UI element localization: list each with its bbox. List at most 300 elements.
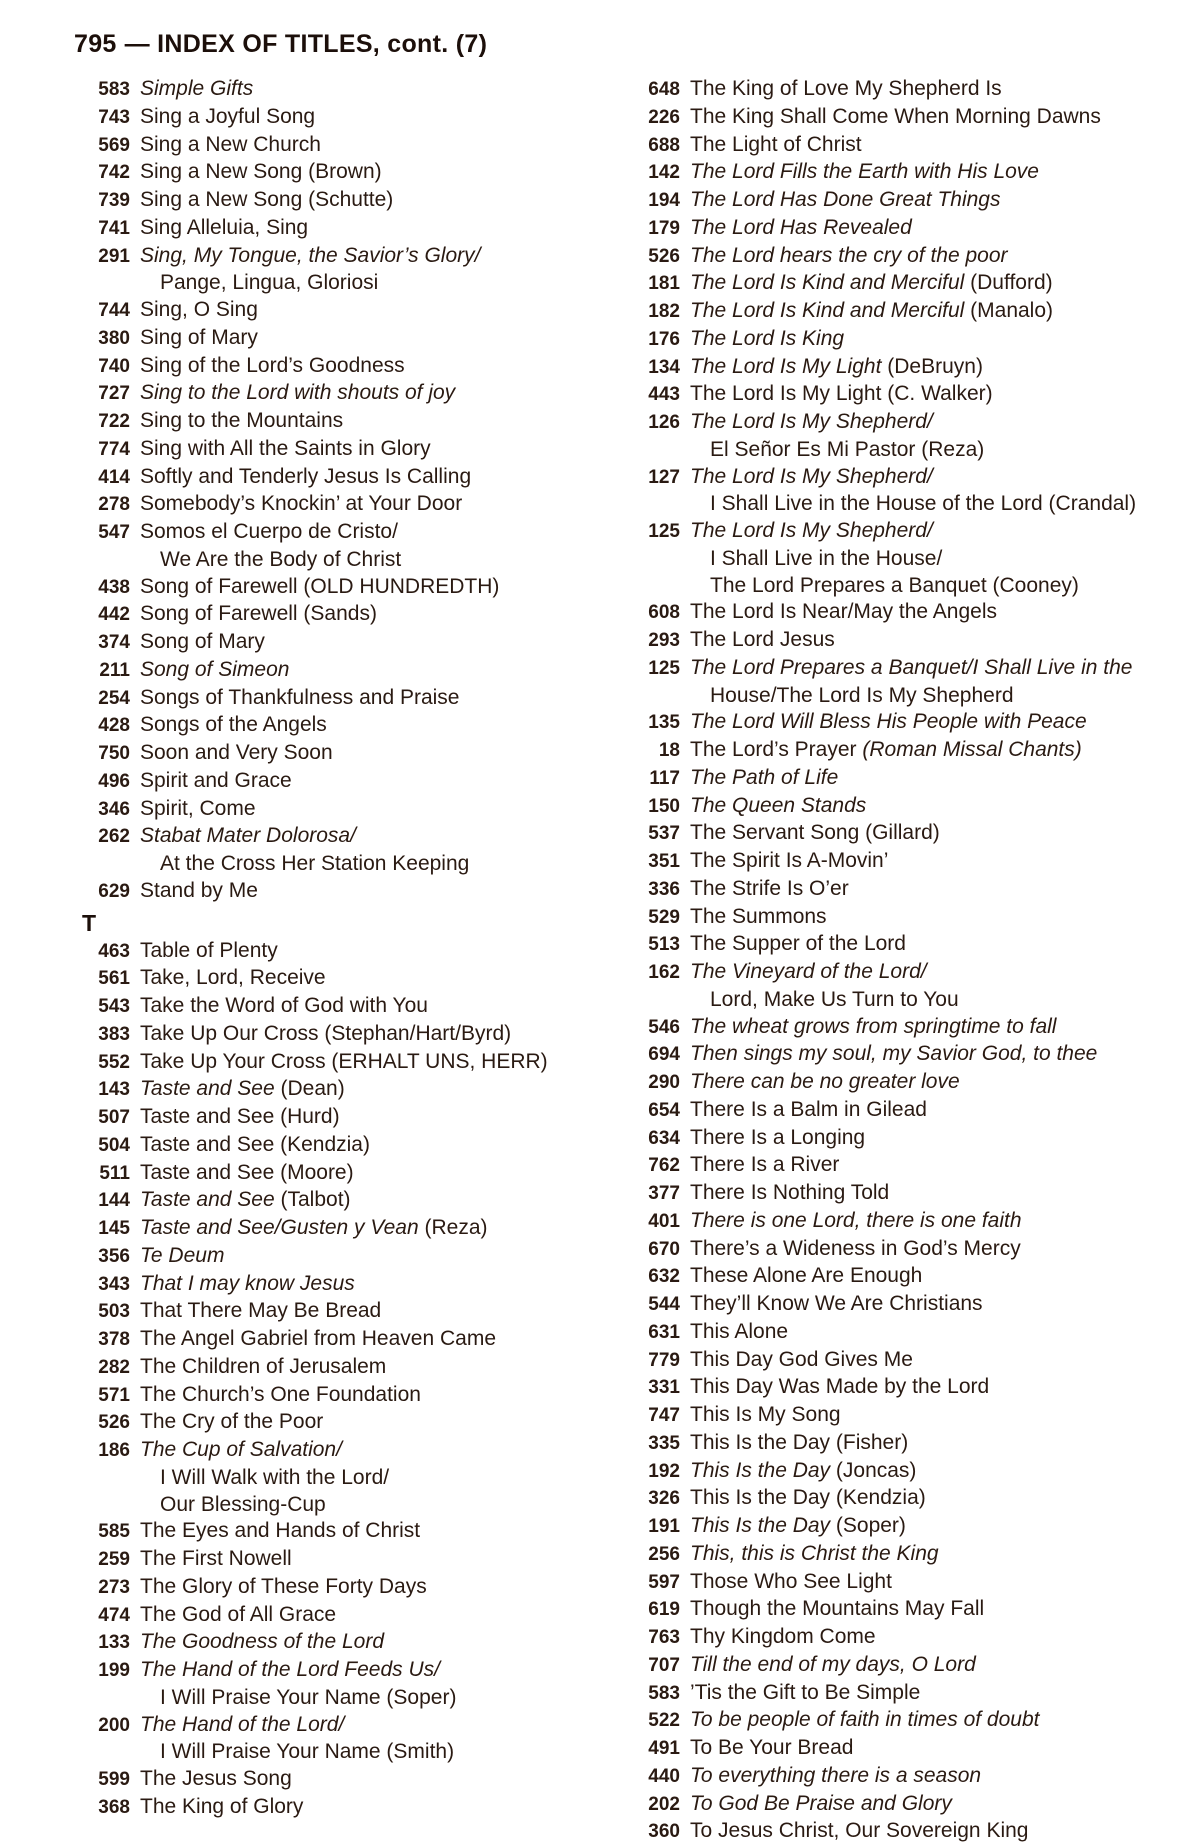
index-entry — [68, 380, 608, 408]
hymn-number: 374 — [98, 632, 130, 653]
hymn-title: Soon and Very Soon — [140, 741, 333, 764]
index-entry — [618, 848, 1188, 876]
hymn-title: Till the end of my days, O Lord — [690, 1652, 976, 1676]
index-entry — [618, 1097, 1188, 1125]
hymn-title: The Lord Has Revealed — [690, 215, 912, 239]
index-entry — [68, 519, 608, 547]
hymn-number: 608 — [648, 602, 680, 624]
index-entry — [618, 1347, 1188, 1375]
hymn-title: The Lord hears the cry of the poor — [690, 243, 1008, 267]
hymn-number: 670 — [648, 1238, 680, 1260]
hymn-number: 526 — [98, 1412, 130, 1434]
index-entry-continuation — [618, 573, 1188, 600]
index-entry — [68, 965, 608, 993]
index-entry — [68, 796, 608, 824]
index-entry — [618, 655, 1188, 683]
index-entry — [68, 629, 608, 657]
index-entry-continuation — [618, 491, 1188, 518]
hymn-title: Our Blessing-Cup — [160, 1492, 326, 1516]
hymn-title: House/The Lord Is My Shepherd — [710, 683, 1014, 707]
hymn-title: (Cooney) — [986, 573, 1079, 597]
hymn-number: 326 — [648, 1488, 680, 1510]
hymn-title: Sing, My Tongue, the Savior’s Glory/ — [140, 243, 481, 267]
hymn-title: Sing a New Song (Brown) — [140, 160, 382, 184]
hymn-number: 507 — [98, 1107, 130, 1128]
index-entry — [68, 159, 608, 187]
hymn-title: There Is a Longing — [690, 1125, 866, 1149]
hymn-title: This Is the Day — [690, 1514, 831, 1537]
hymn-title: I Shall Live in the House of the Lord — [710, 492, 1043, 516]
page-title: — INDEX OF TITLES, cont. (7) — [124, 30, 488, 58]
hymn-title: The wheat grows from springtime to fall — [690, 1014, 1057, 1038]
index-entry — [618, 1208, 1188, 1236]
index-entry — [68, 657, 608, 685]
hymn-title: Sing with All the Saints in Glory — [140, 436, 431, 460]
index-entry — [68, 823, 608, 851]
hymn-title: The Strife Is O’er — [690, 876, 849, 900]
index-entry — [618, 1652, 1188, 1680]
hymn-title: (Dean) — [274, 1077, 345, 1101]
index-entry — [68, 1160, 608, 1188]
hymn-title: (Roman Missal Chants) — [862, 738, 1082, 761]
section-letter: T — [82, 909, 97, 936]
index-entry — [68, 1326, 608, 1354]
hymn-number: 282 — [98, 1356, 130, 1378]
hymn-number: 343 — [98, 1273, 130, 1295]
hymn-title: Song of Simeon — [140, 657, 290, 681]
index-entry — [68, 1354, 608, 1382]
hymn-title: The First Nowell — [140, 1547, 292, 1570]
hymn-number: 259 — [98, 1549, 130, 1570]
hymn-number: 191 — [648, 1516, 680, 1537]
hymn-title: The Lord Prepares a Banquet — [710, 573, 987, 597]
hymn-title: The Queen Stands — [690, 793, 867, 817]
hymn-title: The Jesus Song — [140, 1767, 292, 1790]
hymn-number: 179 — [648, 217, 680, 239]
index-entry — [68, 1794, 608, 1822]
hymn-number: 727 — [98, 383, 130, 405]
hymn-title: There Is Nothing Told — [690, 1181, 890, 1204]
index-entry — [618, 1541, 1188, 1569]
index-entry — [618, 270, 1188, 298]
hymn-number: 254 — [98, 687, 130, 709]
hymn-number: 401 — [648, 1210, 680, 1232]
index-entry — [618, 187, 1188, 215]
hymn-title: (Joncas) — [830, 1458, 917, 1482]
index-entry-continuation — [68, 1492, 608, 1519]
hymn-number: 763 — [648, 1627, 680, 1648]
hymn-title: Song of Farewell (OLD HUNDREDTH) — [140, 574, 500, 598]
index-entry — [618, 1596, 1188, 1624]
hymn-title: Sing to the Lord with shouts of joy — [140, 381, 456, 405]
hymn-title: Songs of Thankfulness and Praise — [140, 685, 460, 709]
hymn-number: 226 — [648, 106, 680, 128]
index-entry — [618, 1374, 1188, 1402]
index-entry — [68, 325, 608, 353]
index-entry — [618, 793, 1188, 821]
hymn-title: Sing of Mary — [140, 325, 258, 349]
hymn-title: Somebody’s Knockin’ at Your Door — [140, 492, 463, 516]
hymn-number: 511 — [99, 1162, 130, 1184]
hymn-number: 688 — [648, 134, 680, 156]
hymn-title: That There May Be Bread — [140, 1299, 382, 1323]
hymn-title: Sing to the Mountains — [140, 409, 344, 432]
hymn-number: 134 — [648, 356, 680, 378]
hymn-number: 474 — [98, 1604, 130, 1626]
hymn-title: There is one Lord, there is one faith — [690, 1208, 1022, 1232]
hymn-number: 599 — [98, 1769, 130, 1790]
index-entry — [68, 1602, 608, 1630]
hymn-number: 144 — [98, 1190, 130, 1212]
index-entry — [68, 243, 608, 271]
hymn-title: (Manalo) — [964, 299, 1054, 322]
hymn-title: The Vineyard of the Lord/ — [690, 960, 927, 983]
hymn-number: 629 — [98, 880, 130, 902]
hymn-title: The Eyes and Hands of Christ — [140, 1519, 421, 1543]
hymn-number: 335 — [648, 1432, 680, 1454]
index-entry — [618, 381, 1188, 409]
hymn-number: 741 — [98, 217, 130, 239]
page-number: 795 — [74, 30, 117, 58]
hymn-title: I Will Praise Your Name — [160, 1685, 381, 1709]
hymn-title: The Lord Has Done Great Things — [690, 188, 1001, 211]
hymn-title: To Jesus Christ, Our Sovereign King — [690, 1819, 1029, 1843]
index-entry — [618, 132, 1188, 160]
hymn-title: Sing Alleluia, Sing — [140, 215, 309, 239]
hymn-number: 428 — [98, 715, 130, 737]
hymn-number: 360 — [648, 1821, 680, 1843]
index-entry-continuation — [68, 851, 608, 878]
hymn-number: 443 — [648, 384, 680, 406]
hymn-number: 145 — [98, 1218, 130, 1239]
index-entry — [618, 464, 1188, 492]
index-entry — [618, 820, 1188, 848]
index-entry-continuation — [618, 683, 1188, 710]
hymn-title: The Supper of the Lord — [690, 932, 906, 956]
hymn-number: 537 — [648, 823, 680, 845]
hymn-title: Sing, O Sing — [140, 298, 258, 321]
index-entry — [618, 765, 1188, 793]
hymn-title: This Day God Gives Me — [690, 1347, 913, 1371]
hymn-title: Songs of the Angels — [140, 713, 327, 737]
index-entry — [68, 1437, 608, 1465]
index-entry — [618, 1402, 1188, 1430]
hymn-title: The Church’s One Foundation — [140, 1382, 421, 1406]
index-entry-continuation — [68, 1739, 608, 1766]
hymn-number: 654 — [648, 1099, 680, 1121]
hymn-number: 585 — [98, 1521, 130, 1543]
hymn-number: 561 — [98, 968, 130, 990]
hymn-number: 351 — [648, 851, 680, 872]
hymn-number: 583 — [98, 79, 130, 100]
hymn-number: 273 — [98, 1576, 130, 1598]
page-header — [74, 30, 487, 59]
hymn-title: Somos el Cuerpo de Cristo/ — [140, 520, 398, 543]
hymn-title: The Children of Jerusalem — [140, 1354, 387, 1378]
hymn-number: 619 — [648, 1599, 680, 1621]
hymn-number: 544 — [648, 1294, 680, 1315]
hymn-number: 569 — [98, 134, 130, 156]
index-entry — [618, 1152, 1188, 1180]
index-entry — [68, 1215, 608, 1243]
hymn-title: The Light of Christ — [690, 132, 862, 156]
hymn-title: (DeBruyn) — [881, 354, 983, 378]
hymn-title: Spirit, Come — [140, 796, 256, 820]
hymn-number: 192 — [648, 1460, 680, 1482]
hymn-title: Sing a New Church — [140, 132, 321, 156]
hymn-title: The Cry of the Poor — [140, 1410, 324, 1434]
hymn-title: The Lord Is My Light — [690, 354, 882, 378]
hymn-title: (Dufford) — [964, 271, 1053, 295]
hymn-number: 547 — [98, 522, 130, 543]
hymn-title: The Summons — [690, 904, 827, 928]
hymn-number: 290 — [648, 1072, 680, 1093]
hymn-title: Table of Plenty — [140, 938, 278, 962]
hymn-title: This Is the Day (Kendzia) — [690, 1486, 926, 1510]
index-entry — [68, 215, 608, 243]
hymn-number: 194 — [648, 190, 680, 211]
hymn-title: This Is the Day — [690, 1458, 831, 1482]
index-column-left — [68, 76, 608, 1822]
index-entry — [618, 104, 1188, 132]
hymn-title: Te Deum — [140, 1243, 225, 1267]
hymn-number: 597 — [648, 1571, 680, 1593]
index-entry — [618, 298, 1188, 326]
index-entry — [68, 436, 608, 464]
index-entry — [618, 1319, 1188, 1347]
hymn-title: That I may know Jesus — [140, 1271, 355, 1295]
hymn-number: 694 — [648, 1044, 680, 1066]
hymn-title: The Lord Will Bless His People with Peace — [690, 710, 1087, 734]
index-entry — [68, 1271, 608, 1299]
hymn-title: Taste and See — [140, 1077, 275, 1101]
hymn-title: Simple Gifts — [140, 77, 254, 100]
index-entry — [68, 464, 608, 492]
hymn-number: 126 — [648, 412, 680, 433]
index-entry — [68, 1629, 608, 1657]
hymn-number: 774 — [98, 438, 130, 460]
hymn-title: There Is a Balm in Gilead — [690, 1097, 927, 1121]
index-entry — [618, 959, 1188, 987]
hymn-number: 571 — [98, 1384, 130, 1406]
hymn-number: 202 — [648, 1793, 680, 1815]
index-entry — [68, 1132, 608, 1160]
index-entry — [618, 76, 1188, 104]
hymn-title: The Lord Is My Light (C. Walker) — [690, 382, 993, 406]
index-entry — [618, 1707, 1188, 1735]
hymn-title: This Alone — [690, 1319, 789, 1343]
hymn-title: The Lord’s Prayer — [690, 738, 863, 761]
hymn-number: 583 — [648, 1682, 680, 1704]
hymn-title: The Lord Fills the Earth with His Love — [690, 160, 1039, 184]
hymn-title: Sing of the Lord’s Goodness — [140, 353, 405, 377]
index-entry — [68, 1187, 608, 1215]
index-entry — [618, 1458, 1188, 1486]
index-entry — [618, 1263, 1188, 1291]
index-entry — [68, 353, 608, 381]
hymn-title: Taste and See (Moore) — [140, 1160, 354, 1184]
index-entry — [68, 104, 608, 132]
hymn-number: 377 — [648, 1183, 680, 1204]
hymn-number: 262 — [98, 826, 130, 848]
index-entry-continuation — [618, 987, 1188, 1014]
index-entry — [68, 1518, 608, 1546]
hymn-title: The Lord Is My Shepherd/ — [690, 410, 933, 433]
index-entry — [618, 1125, 1188, 1153]
hymn-number: 125 — [648, 657, 680, 679]
hymn-number: 496 — [98, 770, 130, 792]
hymn-title: (Soper) — [380, 1685, 457, 1709]
hymn-number: 526 — [648, 245, 680, 267]
hymn-number: 747 — [648, 1405, 680, 1426]
hymn-title: At the Cross Her Station Keeping — [160, 852, 470, 875]
hymn-number: 162 — [648, 962, 680, 983]
hymn-number: 750 — [98, 743, 130, 764]
hymn-number: 383 — [98, 1023, 130, 1045]
hymn-number: 707 — [648, 1654, 680, 1676]
index-entry — [68, 76, 608, 104]
hymn-title: Softly and Tenderly Jesus Is Calling — [140, 464, 472, 488]
index-entry — [68, 187, 608, 215]
hymn-title: Taste and See — [140, 1188, 275, 1212]
index-entry-continuation — [68, 1685, 608, 1712]
index-entry — [618, 1513, 1188, 1541]
hymn-title: Take Up Your Cross (ERHALT UNS, HERR) — [140, 1049, 548, 1073]
index-entry-continuation — [68, 1465, 608, 1492]
hymn-title: Sing a New Song (Schutte) — [140, 188, 394, 211]
hymn-title: (Smith) — [380, 1740, 455, 1764]
hymn-title: ’Tis the Gift to Be Simple — [690, 1680, 921, 1704]
index-entry — [618, 409, 1188, 437]
index-entry — [618, 1569, 1188, 1597]
hymn-number: 503 — [98, 1301, 130, 1323]
hymn-number: 199 — [98, 1660, 130, 1681]
hymn-title: The Lord Jesus — [690, 628, 835, 651]
hymn-title: Take Up Our Cross (Stephan/Hart/Byrd) — [140, 1021, 512, 1045]
index-entry — [68, 132, 608, 160]
index-entry — [68, 1021, 608, 1049]
hymn-number: 356 — [98, 1245, 130, 1267]
hymn-title: The God of All Grace — [140, 1602, 337, 1626]
hymn-number: 742 — [98, 162, 130, 184]
hymn-number: 211 — [99, 659, 130, 681]
index-entry — [68, 938, 608, 966]
hymn-title: This, this is Christ the King — [690, 1541, 939, 1565]
hymn-number: 143 — [98, 1079, 130, 1101]
hymn-title: The Lord Prepares a Banquet/I Shall Live in the — [690, 655, 1133, 679]
index-entry — [68, 993, 608, 1021]
hymn-title: This Day Was Made by the Lord — [690, 1375, 990, 1399]
hymn-title: Stabat Mater Dolorosa/ — [140, 824, 356, 848]
hymn-title: Spirit and Grace — [140, 768, 292, 792]
hymn-title: The Lord Is Kind and Merciful — [690, 299, 965, 322]
hymn-title: Taste and See/Gusten y Vean — [140, 1216, 419, 1239]
index-column-right — [618, 76, 1188, 1846]
hymn-number: 722 — [98, 411, 130, 432]
hymn-title: Stand by Me — [140, 878, 258, 902]
index-entry — [618, 243, 1188, 271]
hymn-number: 117 — [649, 767, 680, 789]
index-entry — [618, 354, 1188, 382]
hymn-title: There’s a Wideness in God’s Mercy — [690, 1236, 1021, 1260]
hymn-title: Then sings my soul, my Savior God, to thee — [690, 1042, 1098, 1066]
index-entry — [68, 740, 608, 768]
hymn-title: Sing a Joyful Song — [140, 104, 316, 128]
hymn-title: To God Be Praise and Glory — [690, 1791, 952, 1815]
hymn-title: The Spirit Is A-Movin’ — [690, 849, 889, 872]
index-entry-continuation — [618, 546, 1188, 573]
index-entry — [618, 159, 1188, 187]
hymn-title: Song of Farewell (Sands) — [140, 602, 377, 626]
hymn-number: 491 — [648, 1738, 680, 1759]
hymn-title: Lord, Make Us Turn to You — [710, 987, 959, 1011]
hymn-title: The Lord Is My Shepherd/ — [690, 464, 933, 488]
index-entry — [618, 737, 1188, 765]
index-entry — [618, 709, 1188, 737]
hymn-number: 504 — [98, 1134, 130, 1156]
hymn-title: We Are the Body of Christ — [160, 547, 402, 571]
hymn-number: 552 — [98, 1051, 130, 1073]
index-entry — [618, 1014, 1188, 1042]
hymn-title: These Alone Are Enough — [690, 1264, 923, 1288]
index-entry — [618, 1180, 1188, 1208]
index-entry — [618, 1236, 1188, 1264]
hymn-title: (Soper) — [830, 1514, 906, 1537]
hymn-number: 125 — [648, 521, 680, 542]
index-entry — [68, 601, 608, 629]
hymn-title: The Hand of the Lord/ — [140, 1712, 345, 1736]
hymn-title: This Is My Song — [690, 1403, 841, 1426]
hymn-title: (Reza) — [418, 1216, 488, 1239]
index-entry — [618, 876, 1188, 904]
hymn-number: 739 — [98, 190, 130, 211]
index-entry — [68, 574, 608, 602]
hymn-number: 256 — [648, 1543, 680, 1565]
index-entry — [68, 1049, 608, 1077]
index-entry — [68, 297, 608, 325]
hymn-title: The Cup of Salvation/ — [140, 1438, 342, 1461]
index-entry — [68, 768, 608, 796]
hymn-title: (Reza) — [915, 437, 985, 461]
hymn-number: 648 — [648, 79, 680, 100]
hymn-title: The Servant Song (Gillard) — [690, 821, 940, 845]
index-entry — [618, 1818, 1188, 1846]
hymn-number: 634 — [648, 1127, 680, 1149]
hymn-number: 762 — [648, 1155, 680, 1177]
hymn-title: They’ll Know We Are Christians — [690, 1292, 983, 1315]
hymn-number: 438 — [98, 576, 130, 598]
hymn-title: To be people of faith in times of doubt — [690, 1708, 1040, 1732]
hymn-title: Though the Mountains May Fall — [690, 1597, 985, 1621]
index-entry — [618, 627, 1188, 655]
hymn-number: 346 — [98, 798, 130, 820]
hymn-number: 779 — [648, 1349, 680, 1371]
index-entry — [618, 931, 1188, 959]
hymn-title: Taste and See (Hurd) — [140, 1105, 340, 1128]
hymn-title: To Be Your Bread — [690, 1736, 854, 1759]
hymn-number: 442 — [98, 604, 130, 626]
hymn-number: 529 — [648, 906, 680, 928]
hymn-title: This Is the Day (Fisher) — [690, 1430, 909, 1454]
hymn-title: (Talbot) — [274, 1188, 351, 1212]
index-entry — [68, 1243, 608, 1271]
index-entry-continuation — [68, 270, 608, 297]
hymn-title: To everything there is a season — [690, 1763, 982, 1787]
hymn-title: The Lord Is My Shepherd/ — [690, 519, 933, 542]
hymn-title: I Will Walk with the Lord/ — [160, 1465, 390, 1489]
hymn-title: The Hand of the Lord Feeds Us/ — [140, 1658, 440, 1681]
hymn-number: 743 — [98, 106, 130, 128]
